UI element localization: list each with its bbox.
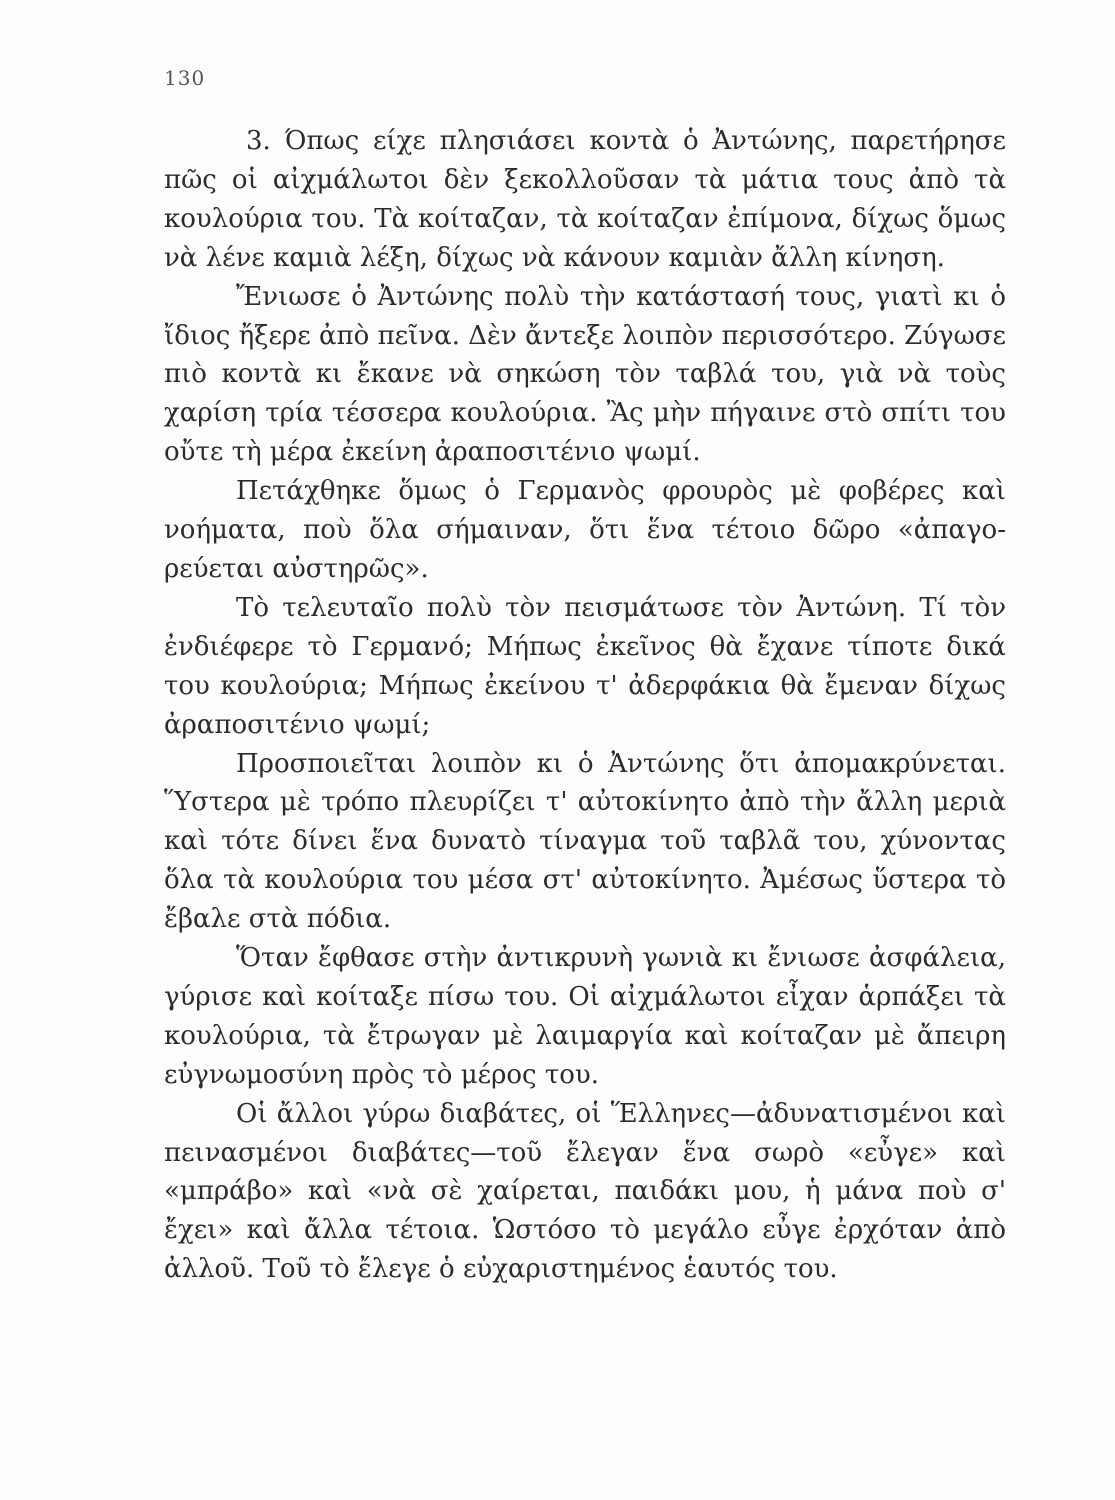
paragraph-5: Προσποιεῖται λοιπὸν κι ὁ Ἀντώνης ὅτι ἀπομακρύνεται. Ὕστερα μὲ τρόπο πλευρίζει τ' αὐτοκίνητο ἀπὸ τὴν ἄλλη μεριὰ καὶ τότε δίνει ἕνα δυνατὸ τίναγμα τοῦ ταβλᾶ του, χύνοντας ὅλα τὰ κουλούρια του μέσα στ' αὐτοκίνητο. Ἀμέσως ὕστερα τὸ ἔβαλε στὰ πόδια. xyxy=(164,748,1006,935)
body-text xyxy=(164,122,1006,1289)
paragraph-7: Οἱ ἄλλοι γύρω διαβάτες, οἱ Ἕλληνες—ἀδυνατισμένοι καὶ πεινασμένοι διαβάτες—τοῦ ἔλεγαν ἕνα σωρὸ «εὖγε» καὶ «μπράβο» καὶ «νὰ σὲ χαίρεται, παιδάκι μου, ἡ μάνα ποὺ σ' ἔχει» καὶ ἄλλα τέτοια. Ὡστόσο τὸ μεγάλο εὖγε ἐρχόταν ἀπὸ ἀλλοῦ. Τοῦ τὸ ἔλεγε ὁ εὐχαριστημένος ἑαυτός του. xyxy=(164,1098,1006,1285)
paragraph-2: Ἔνιωσε ὁ Ἀντώνης πολὺ τὴν κατάστασή τους, γιατὶ κι ὁ ἴδιος ἤξερε ἀπὸ πεῖνα. Δὲν ἄντεξε λοιπὸν περισσότερο. Ζύγωσε πιὸ κοντὰ κι ἔκανε νὰ σηκώση τὸν ταβλά του, γιὰ νὰ τοὺς χαρίση τρία τέσσερα κουλούρια. Ἂς μὴν πήγαινε στὸ σπίτι του οὔτε τὴ μέρα ἐκείνη ἀραποσιτένιο ψωμί. xyxy=(164,281,1006,468)
page-number: 130 xyxy=(164,66,206,90)
paragraph-4: Τὸ τελευταῖο πολὺ τὸν πεισμάτωσε τὸν Ἀντώνη. Τί τὸν ἐνδιέφερε τὸ Γερμανό; Μήπως ἐκεῖνος θὰ ἔχανε τίποτε δικά του κουλούρια; Μήπως ἐκείνου τ' ἀδερφάκια θὰ ἔμεναν δίχως ἀραποσιτένιο ψωμί; xyxy=(164,592,1006,740)
paragraph-1: 3. Όπως είχε πλησιάσει κοντὰ ὁ Ἀντώνης, παρετήρησε πῶς οἱ αἰχμάλωτοι δὲν ξεκολλοῦσαν τὰ μάτια τους ἀπὸ τὰ κουλούρια του. Τὰ κοίταζαν, τὰ κοίταζαν ἐπίμονα, δίχως ὅμως νὰ λένε καμιὰ λέξη, δίχως νὰ κάνουν καμιὰν ἄλλη κίνηση. xyxy=(164,126,1006,273)
paragraph-6: Ὅταν ἔφθασε στὴν ἀντικρυνὴ γωνιὰ κι ἔνιωσε ἀσφάλεια, γύρισε καὶ κοίταξε πίσω του. Οἱ αἰχμάλωτοι εἶχαν ἁρπάξει τὰ κουλούρια, τὰ ἔτρωγαν μὲ λαιμαργία καὶ κοίταζαν μὲ ἄπειρη εὐγνωμοσύνη πρὸς τὸ μέρος του. xyxy=(164,943,1006,1090)
paragraph-3: Πετάχθηκε ὅμως ὁ Γερμανὸς φρουρὸς μὲ φοβέρες καὶ νοήματα, ποὺ ὅλα σήμαιναν, ὅτι ἕνα τέτοιο δῶρο «ἀπαγορεύεται αὐστηρῶς». xyxy=(164,476,1006,584)
